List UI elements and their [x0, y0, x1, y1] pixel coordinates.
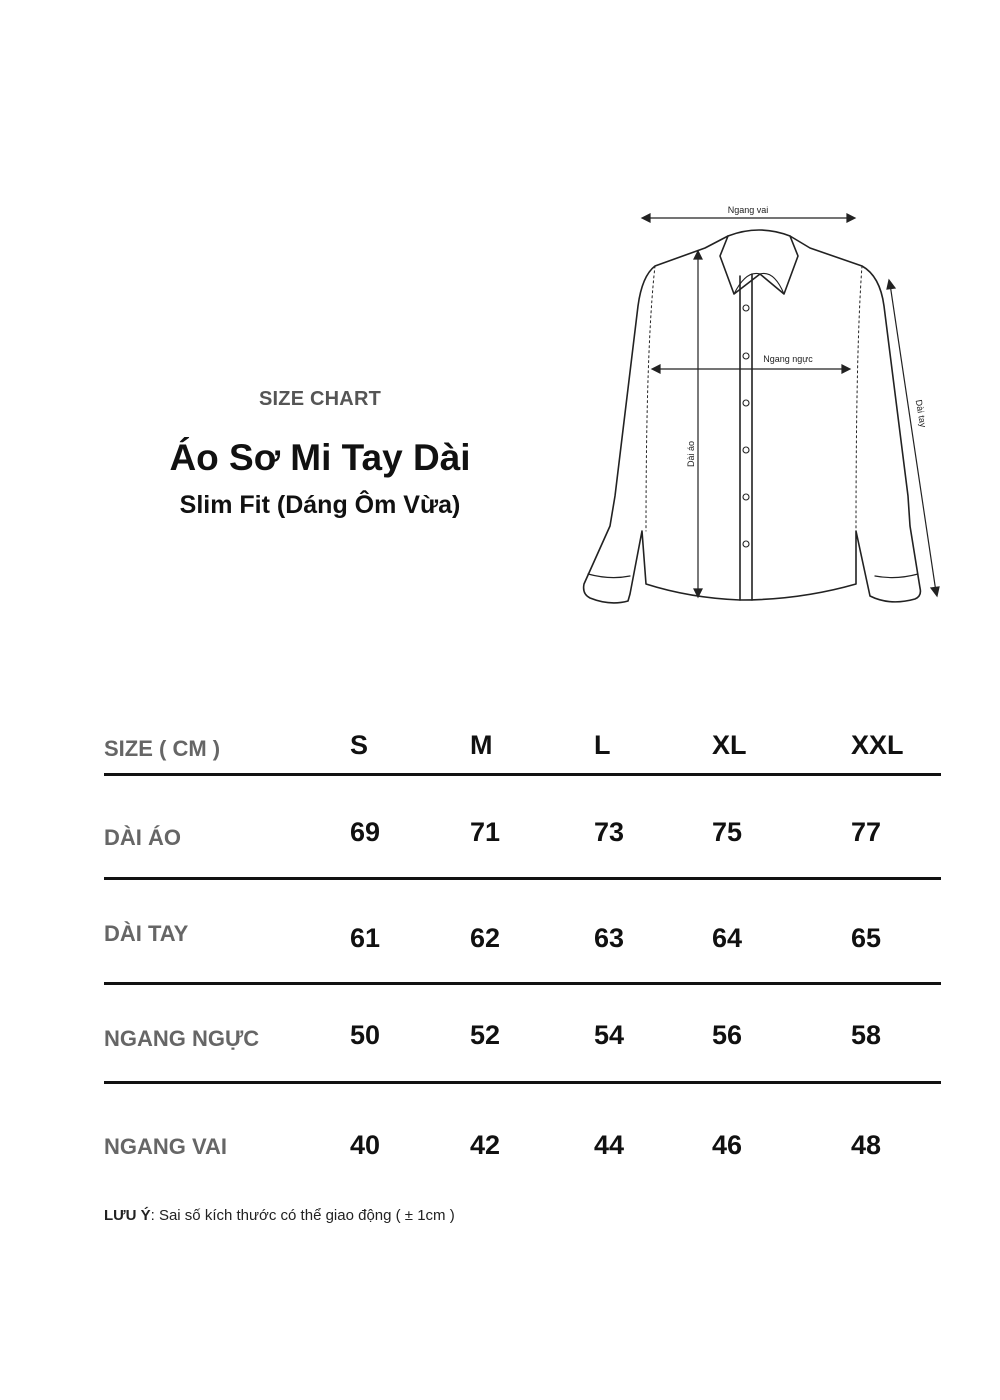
table-cell: 65: [851, 923, 882, 953]
shirt-button: [743, 400, 749, 406]
product-subtitle: Slim Fit (Dáng Ôm Vừa): [179, 491, 461, 519]
length-label: Dài áo: [686, 440, 696, 468]
sleeve-label: Dài tay: [913, 398, 929, 429]
table-cell: 48: [851, 1130, 882, 1160]
size-header-l: L: [594, 730, 611, 760]
shoulder-arrow-head-left: [642, 214, 650, 222]
table-cell: 73: [594, 817, 625, 847]
size-note: [104, 1207, 455, 1224]
table-row: [104, 817, 940, 857]
chest-arrow-head-left: [652, 365, 660, 373]
shirt-button: [743, 494, 749, 500]
size-header-m: M: [470, 730, 493, 760]
size-header-xl: XL: [712, 730, 747, 760]
table-cell: 50: [350, 1020, 381, 1050]
shoulder-label: Ngang vai: [727, 205, 769, 215]
size-header-s: S: [350, 730, 369, 760]
sleeve-arrow-head-top: [887, 280, 895, 289]
size-chart-label: SIZE CHART: [259, 388, 381, 410]
table-divider: [104, 773, 941, 776]
table-cell: 52: [470, 1020, 501, 1050]
shirt-collar: [720, 230, 798, 294]
table-divider: [104, 982, 941, 985]
row-label-sleeve: DÀI TAY: [104, 921, 189, 946]
row-label-chest: NGANG NGỰC: [104, 1026, 260, 1051]
row-label-shoulder: NGANG VAI: [104, 1134, 228, 1159]
table-cell: 75: [712, 817, 743, 847]
shirt-diagram: [570, 196, 960, 616]
table-cell: 54: [594, 1020, 625, 1050]
shirt-button: [743, 353, 749, 359]
chest-arrow-head-right: [842, 365, 850, 373]
table-cell: 58: [851, 1020, 882, 1050]
table-cell: 77: [851, 817, 882, 847]
table-cell: 61: [350, 923, 381, 953]
chest-label: Ngang ngực: [763, 354, 813, 364]
table-row: [104, 1130, 940, 1170]
size-header-xxl: XXL: [851, 730, 904, 760]
note-text: : Sai số kích thước có thể giao động ( ± 1cm ): [150, 1207, 455, 1224]
table-row: [104, 1020, 940, 1060]
product-title: Áo Sơ Mi Tay Dài: [169, 437, 471, 478]
heading-block: [120, 388, 520, 520]
table-cell: 64: [712, 923, 743, 953]
table-divider: [104, 1081, 941, 1084]
armhole-seam-right: [856, 266, 862, 531]
shirt-button: [743, 305, 749, 311]
note-prefix: LƯU Ý: [104, 1207, 151, 1224]
table-divider: [104, 877, 941, 880]
shirt-button: [743, 541, 749, 547]
table-cell: 71: [470, 817, 501, 847]
table-cell: 46: [712, 1130, 743, 1160]
table-row: [104, 923, 940, 963]
row-label-length: DÀI ÁO: [104, 825, 181, 850]
cuff-right: [875, 574, 918, 578]
shoulder-arrow-head-right: [847, 214, 855, 222]
shirt-collar-stand: [734, 273, 784, 294]
sleeve-arrow-head-bottom: [931, 587, 939, 596]
table-header-label: SIZE ( CM ): [104, 736, 221, 761]
table-cell: 40: [350, 1130, 381, 1160]
armhole-seam-left: [646, 266, 655, 531]
table-cell: 62: [470, 923, 501, 953]
shirt-placket: [740, 274, 752, 600]
table-cell: 56: [712, 1020, 743, 1050]
shirt-button: [743, 447, 749, 453]
table-header-row: [104, 730, 940, 770]
table-cell: 69: [350, 817, 381, 847]
cuff-left: [588, 574, 630, 578]
table-cell: 63: [594, 923, 625, 953]
table-cell: 42: [470, 1130, 501, 1160]
table-cell: 44: [594, 1130, 625, 1160]
